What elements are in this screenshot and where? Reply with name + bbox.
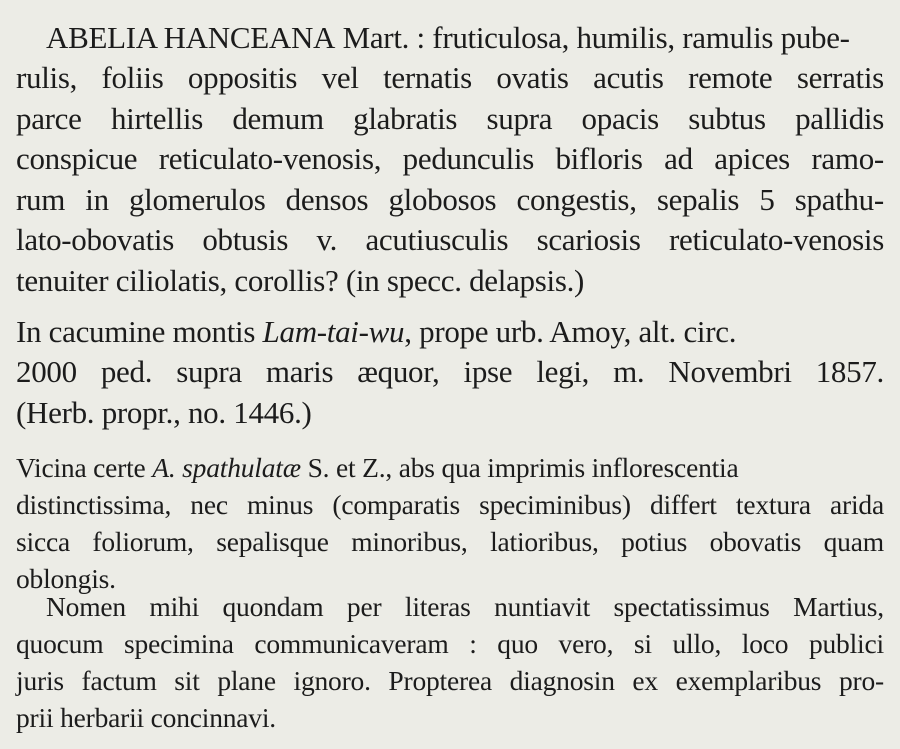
word: scariosis <box>536 222 641 257</box>
word: communicaveram <box>254 628 449 659</box>
text-line <box>16 222 884 262</box>
text-segment: Vicina certe <box>16 452 153 483</box>
word: subtus <box>688 101 766 136</box>
word: ignoro. <box>293 665 371 696</box>
word: sepalis <box>656 182 740 217</box>
word: quo <box>497 628 538 659</box>
word: foliorum, <box>92 526 194 557</box>
word: glomerulos <box>128 182 266 217</box>
word: minoribus, <box>351 526 468 557</box>
word: rulis, <box>16 60 78 95</box>
word: lato-obovatis <box>16 222 174 257</box>
text-segment: In cacumine montis <box>16 314 263 349</box>
word: glabratis <box>353 101 458 136</box>
word: pedunculis <box>402 141 534 176</box>
word: (comparatis <box>332 489 460 520</box>
word: æquor, <box>357 354 440 389</box>
word: obtusis <box>202 222 289 257</box>
word: nec <box>190 489 228 520</box>
text-line <box>16 314 884 354</box>
line-remainder: Mart. : fruticulosa, humilis, ramulis pube- <box>335 20 850 55</box>
word: differt <box>649 489 717 520</box>
word: exemplaribus <box>675 665 822 696</box>
word: nuntiavit <box>494 591 591 622</box>
word: ipse <box>463 354 513 389</box>
word: ullo, <box>672 628 722 659</box>
word: ovatis <box>496 60 569 95</box>
word: congestis, <box>516 182 637 217</box>
word: Novembri <box>668 354 792 389</box>
word: parce <box>16 101 82 136</box>
word: minus <box>246 489 314 520</box>
text-segment: , prope urb. Amoy, alt. circ. <box>404 314 737 349</box>
word: acutiusculis <box>365 222 509 257</box>
word: rum <box>16 182 66 217</box>
word: arida <box>830 489 884 520</box>
text-line <box>16 526 884 558</box>
text-line <box>46 20 884 60</box>
word: demum <box>232 101 324 136</box>
text-line <box>16 628 884 660</box>
word: quondam <box>222 591 324 622</box>
line-content <box>16 452 739 484</box>
word: ternatis <box>383 60 472 95</box>
word: conspicue <box>16 141 138 176</box>
word: potius <box>621 526 688 557</box>
word: obovatis <box>709 526 802 557</box>
word: ex <box>632 665 658 696</box>
word: factum <box>81 665 157 696</box>
text-segment: S. et Z., abs qua imprimis inflorescentia <box>300 452 739 483</box>
word: apices <box>714 141 790 176</box>
word: Martius, <box>793 591 884 622</box>
word: spathu- <box>794 182 884 217</box>
species-reference: A. spathulatæ <box>152 452 301 483</box>
word: : <box>469 628 477 659</box>
word: legi, <box>536 354 590 389</box>
word: oppositis <box>187 60 298 95</box>
word: mihi <box>149 591 200 622</box>
word: sit <box>174 665 200 696</box>
word: vero, <box>558 628 614 659</box>
word: 5 <box>759 182 775 217</box>
word: Propterea <box>388 665 492 696</box>
word: reticulato-venosis <box>669 222 884 257</box>
word: specimina <box>124 628 234 659</box>
word: 1857. <box>815 354 884 389</box>
word: si <box>633 628 652 659</box>
text-line <box>16 489 884 521</box>
text-line <box>16 354 884 394</box>
text-line <box>16 60 884 100</box>
word: ramo- <box>811 141 884 176</box>
word: loco <box>741 628 789 659</box>
word: spectatissimus <box>613 591 770 622</box>
text-line <box>16 101 884 141</box>
word: serratis <box>796 60 884 95</box>
word: quocum <box>16 628 104 659</box>
text-line <box>16 182 884 222</box>
word: ped. <box>100 354 153 389</box>
word: globosos <box>388 182 497 217</box>
line-content <box>16 314 736 354</box>
word: supra <box>486 101 553 136</box>
text-line: (Herb. propr., no. 1446.) <box>16 395 312 430</box>
word: hirtellis <box>110 101 203 136</box>
text-line <box>16 141 884 181</box>
word: latioribus, <box>490 526 599 557</box>
text-line: tenuiter ciliolatis, corollis? (in specc. delapsis.) <box>16 263 585 298</box>
text-line: oblongis. <box>16 563 116 594</box>
word: plane <box>217 665 276 696</box>
text-line <box>16 452 884 484</box>
word: juris <box>16 665 64 696</box>
word: foliis <box>101 60 164 95</box>
species-name: ABELIA HANCEANA <box>46 20 336 55</box>
word: ad <box>664 141 693 176</box>
word: diagnosin <box>509 665 615 696</box>
word: bifloris <box>555 141 643 176</box>
text-line <box>16 665 884 697</box>
word: densos <box>285 182 369 217</box>
word: supra <box>176 354 242 389</box>
word: sicca <box>16 526 70 557</box>
word: pro- <box>838 665 884 696</box>
word: maris <box>265 354 334 389</box>
word: 2000 <box>16 354 77 389</box>
word: opacis <box>581 101 659 136</box>
word: sepalisque <box>216 526 329 557</box>
text-line: prii herbarii concinnavi. <box>16 702 276 733</box>
word: literas <box>404 591 471 622</box>
word: pallidis <box>795 101 884 136</box>
word: Nomen <box>46 591 126 622</box>
word: remote <box>688 60 773 95</box>
word: vel <box>321 60 359 95</box>
word: publici <box>808 628 884 659</box>
word: distinctissima, <box>16 489 172 520</box>
word: quam <box>823 526 884 557</box>
word: textura <box>735 489 811 520</box>
text-line <box>46 591 884 623</box>
word: speciminibus) <box>479 489 631 520</box>
word: reticulato-venosis, <box>158 141 382 176</box>
word: v. <box>316 222 338 257</box>
line-content <box>46 20 850 60</box>
word: m. <box>613 354 645 389</box>
word: in <box>85 182 109 217</box>
locality-name: Lam-tai-wu <box>262 314 405 349</box>
word: acutis <box>593 60 664 95</box>
word: per <box>346 591 382 622</box>
